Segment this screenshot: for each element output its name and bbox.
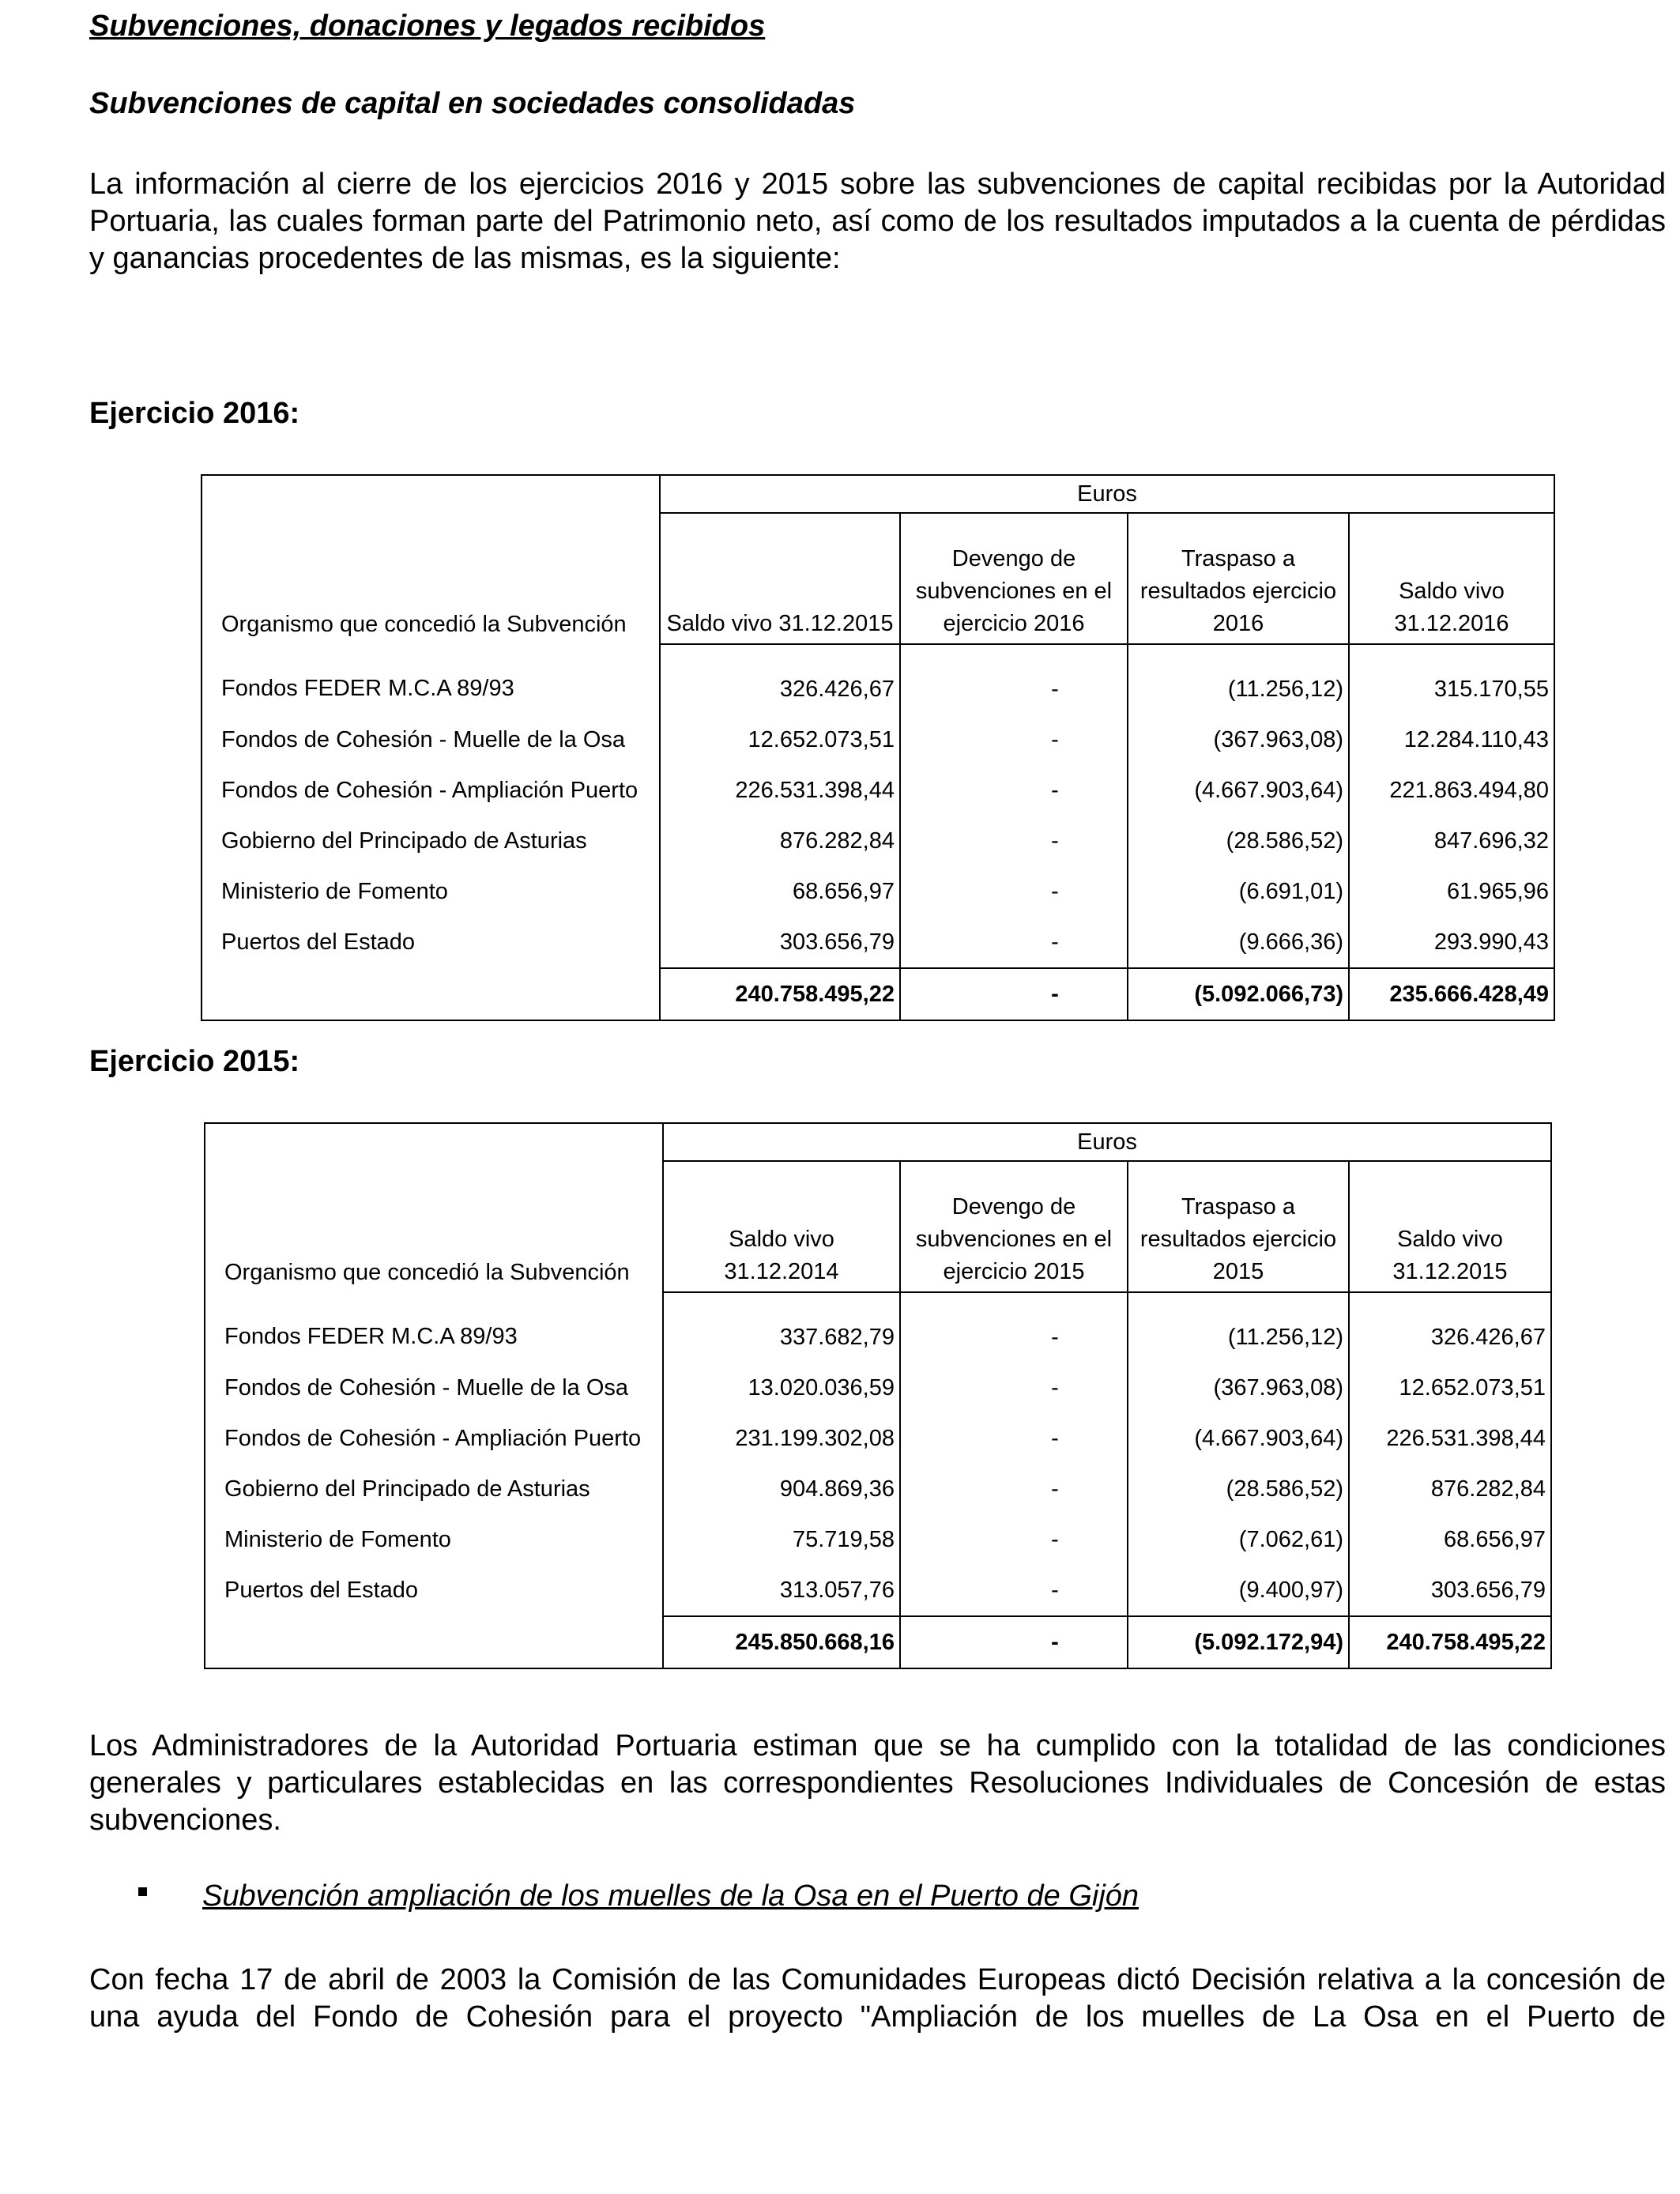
col-header-saldo-final: Saldo vivo 31.12.2015 (1349, 1161, 1551, 1292)
row-traspaso: (9.666,36) (1128, 917, 1349, 968)
row-saldo-final: 315.170,55 (1349, 644, 1554, 714)
row-saldo-final: 221.863.494,80 (1349, 765, 1554, 816)
table-row (205, 1565, 1551, 1616)
row-saldo-final: 68.656,97 (1349, 1514, 1551, 1565)
row-org: Gobierno del Principado de Asturias (202, 816, 660, 866)
col-header-traspaso: Traspaso a resultados ejercicio 2015 (1128, 1161, 1349, 1292)
row-devengo: - (900, 1363, 1128, 1413)
row-saldo-inicial: 337.682,79 (663, 1292, 900, 1363)
table-row (205, 1464, 1551, 1514)
row-traspaso: (367.963,08) (1128, 714, 1349, 765)
table-2015 (204, 1122, 1552, 1669)
row-org: Gobierno del Principado de Asturias (205, 1464, 663, 1514)
total-label-cell (205, 1616, 663, 1668)
row-saldo-inicial: 303.656,79 (660, 917, 900, 968)
table-2016 (201, 474, 1555, 1021)
row-org: Ministerio de Fomento (202, 866, 660, 917)
row-saldo-inicial: 12.652.073,51 (660, 714, 900, 765)
row-traspaso: (367.963,08) (1128, 1363, 1349, 1413)
row-traspaso: (28.586,52) (1128, 1464, 1349, 1514)
row-saldo-inicial: 75.719,58 (663, 1514, 900, 1565)
row-devengo: - (900, 1514, 1128, 1565)
row-org: Fondos FEDER M.C.A 89/93 (205, 1292, 663, 1363)
row-org: Fondos de Cohesión - Muelle de la Osa (205, 1363, 663, 1413)
intro-paragraph: La información al cierre de los ejercicios 2016 y 2015 sobre las subvenciones de capital recibidas por la Autoridad Portuaria, las cuales forman parte del Patrimonio neto, así como de los resultados imputados a la cuenta de pérdidas y ganancias procedentes de las mismas, es la siguiente: (89, 168, 1666, 275)
col-header-traspaso: Traspaso a resultados ejercicio 2016 (1128, 513, 1349, 644)
total-row (205, 1616, 1551, 1668)
square-bullet-icon (138, 1887, 147, 1896)
row-saldo-final: 226.531.398,44 (1349, 1413, 1551, 1464)
total-row (202, 968, 1554, 1020)
subsection-heading: Subvenciones de capital en sociedades consolidadas (89, 87, 856, 120)
row-saldo-final: 293.990,43 (1349, 917, 1554, 968)
col-header-devengo: Devengo de subvenciones en el ejercicio 2015 (900, 1161, 1128, 1292)
bullet-heading: Subvención ampliación de los muelles de la Osa en el Puerto de Gijón (202, 1879, 1139, 1913)
row-saldo-final: 303.656,79 (1349, 1565, 1551, 1616)
row-org: Fondos de Cohesión - Muelle de la Osa (202, 714, 660, 765)
table-row (205, 1292, 1551, 1363)
table-row (202, 816, 1554, 866)
col-org-header: Organismo que concedió la Subvención (205, 1123, 663, 1292)
row-traspaso: (6.691,01) (1128, 866, 1349, 917)
row-traspaso: (11.256,12) (1128, 1292, 1349, 1363)
conditions-paragraph: Los Administradores de la Autoridad Portuaria estiman que se ha cumplido con la totalidad de las condiciones generales y particulares establecidas en las correspondientes Resoluciones Individuales de Concesión de estas subvenciones. (89, 1729, 1666, 1837)
row-devengo: - (900, 1565, 1128, 1616)
section-heading: Subvenciones, donaciones y legados recibidos (89, 9, 766, 43)
col-header-saldo-inicial: Saldo vivo 31.12.2015 (660, 513, 900, 644)
table-row (202, 765, 1554, 816)
row-devengo: - (900, 1413, 1128, 1464)
table-row (205, 1514, 1551, 1565)
col-header-saldo-final: Saldo vivo 31.12.2016 (1349, 513, 1554, 644)
row-devengo: - (900, 1464, 1128, 1514)
row-traspaso: (11.256,12) (1128, 644, 1349, 714)
total-label-cell (202, 968, 660, 1020)
row-saldo-inicial: 313.057,76 (663, 1565, 900, 1616)
row-traspaso: (4.667.903,64) (1128, 1413, 1349, 1464)
row-saldo-inicial: 876.282,84 (660, 816, 900, 866)
row-devengo: - (900, 1292, 1128, 1363)
row-traspaso: (7.062,61) (1128, 1514, 1349, 1565)
row-traspaso: (9.400,97) (1128, 1565, 1349, 1616)
total-traspaso: (5.092.066,73) (1128, 968, 1349, 1020)
col-header-devengo: Devengo de subvenciones en el ejercicio 2016 (900, 513, 1128, 644)
table-row (205, 1413, 1551, 1464)
closing-paragraph: Con fecha 17 de abril de 2003 la Comisión de las Comunidades Europeas dictó Decisión relativa a la concesión de una ayuda del Fondo de Cohesión para el proyecto "Ampliación de los muelles de La Osa en el Puerto de (89, 1963, 1666, 2034)
table-row (205, 1363, 1551, 1413)
row-saldo-final: 326.426,67 (1349, 1292, 1551, 1363)
row-devengo: - (900, 765, 1128, 816)
row-org: Puertos del Estado (205, 1565, 663, 1616)
total-saldo-inicial: 240.758.495,22 (660, 968, 900, 1020)
total-saldo-inicial: 245.850.668,16 (663, 1616, 900, 1668)
total-devengo: - (900, 968, 1128, 1020)
row-org: Ministerio de Fomento (205, 1514, 663, 1565)
table-row (202, 866, 1554, 917)
row-devengo: - (900, 866, 1128, 917)
table-row (202, 714, 1554, 765)
row-devengo: - (900, 714, 1128, 765)
currency-header: Euros (663, 1123, 1551, 1161)
row-devengo: - (900, 644, 1128, 714)
row-traspaso: (28.586,52) (1128, 816, 1349, 866)
col-org-header: Organismo que concedió la Subvención (202, 475, 660, 644)
row-saldo-inicial: 226.531.398,44 (660, 765, 900, 816)
total-traspaso: (5.092.172,94) (1128, 1616, 1349, 1668)
row-org: Puertos del Estado (202, 917, 660, 968)
total-saldo-final: 235.666.428,49 (1349, 968, 1554, 1020)
col-header-saldo-inicial: Saldo vivo 31.12.2014 (663, 1161, 900, 1292)
table-2015-label: Ejercicio 2015: (89, 1045, 300, 1078)
row-devengo: - (900, 917, 1128, 968)
table-row (202, 917, 1554, 968)
row-org: Fondos de Cohesión - Ampliación Puerto (205, 1413, 663, 1464)
row-devengo: - (900, 816, 1128, 866)
table-2016-label: Ejercicio 2016: (89, 397, 300, 430)
row-saldo-inicial: 231.199.302,08 (663, 1413, 900, 1464)
row-saldo-final: 12.652.073,51 (1349, 1363, 1551, 1413)
row-saldo-final: 876.282,84 (1349, 1464, 1551, 1514)
row-saldo-final: 12.284.110,43 (1349, 714, 1554, 765)
row-saldo-inicial: 904.869,36 (663, 1464, 900, 1514)
row-saldo-inicial: 13.020.036,59 (663, 1363, 900, 1413)
row-org: Fondos FEDER M.C.A 89/93 (202, 644, 660, 714)
table-row (202, 644, 1554, 714)
row-traspaso: (4.667.903,64) (1128, 765, 1349, 816)
row-saldo-inicial: 68.656,97 (660, 866, 900, 917)
row-saldo-final: 61.965,96 (1349, 866, 1554, 917)
total-devengo: - (900, 1616, 1128, 1668)
row-saldo-final: 847.696,32 (1349, 816, 1554, 866)
row-saldo-inicial: 326.426,67 (660, 644, 900, 714)
currency-header: Euros (660, 475, 1554, 513)
total-saldo-final: 240.758.495,22 (1349, 1616, 1551, 1668)
row-org: Fondos de Cohesión - Ampliación Puerto (202, 765, 660, 816)
